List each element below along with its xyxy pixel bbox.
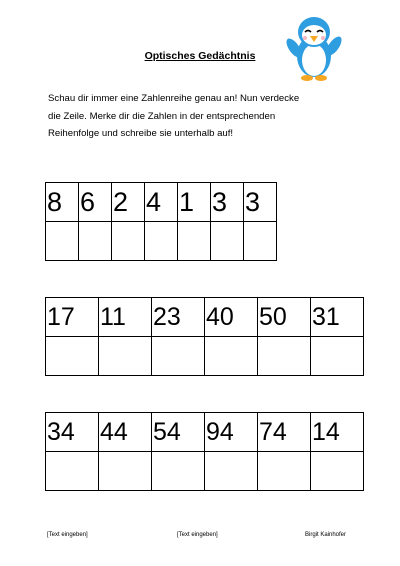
number-cell: 17 <box>46 298 99 337</box>
number-cell: 74 <box>258 413 311 452</box>
answer-row <box>46 337 364 376</box>
number-grid-1 <box>45 182 277 261</box>
page-title: Optisches Gedächtnis <box>144 50 256 62</box>
number-cell: 14 <box>311 413 364 452</box>
answer-cell[interactable] <box>99 337 152 376</box>
answer-cell[interactable] <box>205 337 258 376</box>
answer-row <box>46 222 277 261</box>
number-cell: 2 <box>112 183 145 222</box>
penguin-foot-right <box>315 75 327 81</box>
answer-cell[interactable] <box>46 452 99 491</box>
number-row <box>46 183 277 222</box>
answer-cell[interactable] <box>79 222 112 261</box>
answer-cell[interactable] <box>152 452 205 491</box>
answer-cell[interactable] <box>145 222 178 261</box>
number-cell: 23 <box>152 298 205 337</box>
footer-author: Birgit Kainhofer <box>305 532 347 538</box>
number-row <box>46 298 364 337</box>
number-grid-2 <box>45 297 364 376</box>
answer-cell[interactable] <box>46 222 79 261</box>
number-cell: 94 <box>205 413 258 452</box>
penguin-cheek-left <box>303 36 307 40</box>
number-cell: 50 <box>258 298 311 337</box>
number-cell: 3 <box>244 183 277 222</box>
footer-center-text: [Text eingeben] <box>177 532 218 538</box>
number-cell: 54 <box>152 413 205 452</box>
penguin-cheek-right <box>321 36 325 40</box>
answer-cell[interactable] <box>112 222 145 261</box>
number-cell: 8 <box>46 183 79 222</box>
answer-cell[interactable] <box>46 337 99 376</box>
penguin-icon <box>286 12 342 84</box>
answer-cell[interactable] <box>258 337 311 376</box>
number-cell: 44 <box>99 413 152 452</box>
number-cell: 6 <box>79 183 112 222</box>
number-cell: 31 <box>311 298 364 337</box>
number-cell: 40 <box>205 298 258 337</box>
penguin-belly <box>302 44 326 76</box>
answer-cell[interactable] <box>311 337 364 376</box>
number-cell: 34 <box>46 413 99 452</box>
penguin-foot-left <box>301 75 313 81</box>
number-row <box>46 413 364 452</box>
instructions-text: Schau dir immer eine Zahlenreihe genau an! Nun verdecke die Zeile. Merke dir die Zahlen in der entsprechenden Reihenfolge und schreibe sie unterhalb auf! <box>48 93 300 139</box>
answer-cell[interactable] <box>205 452 258 491</box>
answer-cell[interactable] <box>178 222 211 261</box>
answer-cell[interactable] <box>244 222 277 261</box>
answer-cell[interactable] <box>311 452 364 491</box>
answer-row <box>46 452 364 491</box>
answer-cell[interactable] <box>211 222 244 261</box>
number-cell: 4 <box>145 183 178 222</box>
number-cell: 3 <box>211 183 244 222</box>
answer-cell[interactable] <box>258 452 311 491</box>
footer-left-text: [Text eingeben] <box>47 532 88 538</box>
answer-cell[interactable] <box>152 337 205 376</box>
number-cell: 1 <box>178 183 211 222</box>
number-cell: 11 <box>99 298 152 337</box>
answer-cell[interactable] <box>99 452 152 491</box>
number-grid-3 <box>45 412 364 491</box>
